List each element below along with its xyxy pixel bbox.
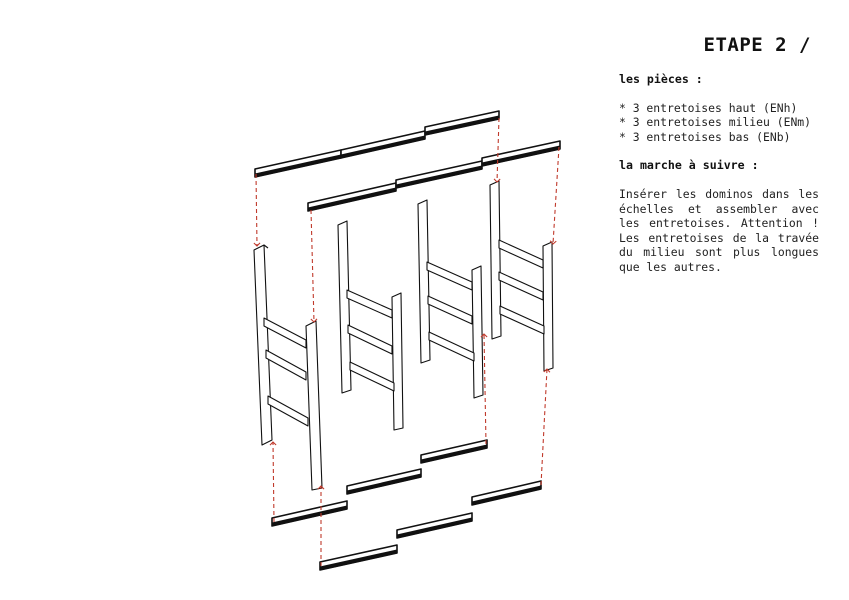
piece-item-middle: * 3 entretoises milieu (ENm) [619, 115, 812, 130]
pieces-heading: les pièces : [619, 72, 703, 86]
bottom-spacers-front [320, 481, 541, 570]
steps-text-insert: Insérer les dominos dans les échelles et assembler avec les entretoises. [619, 186, 819, 231]
page-title: ETAPE 2 / [703, 34, 811, 56]
piece-item-bottom: * 3 entretoises bas (ENb) [619, 129, 791, 144]
steps-text-warning: Attention ! Les entretoises de la travée du milieu sont plus longues que les autres. [619, 216, 819, 274]
steps-heading: la marche à suivre : [619, 158, 759, 173]
bottom-spacers-back [272, 440, 487, 526]
ladders [254, 181, 553, 490]
piece-item-top: * 3 entretoises haut (ENh) [619, 100, 798, 115]
